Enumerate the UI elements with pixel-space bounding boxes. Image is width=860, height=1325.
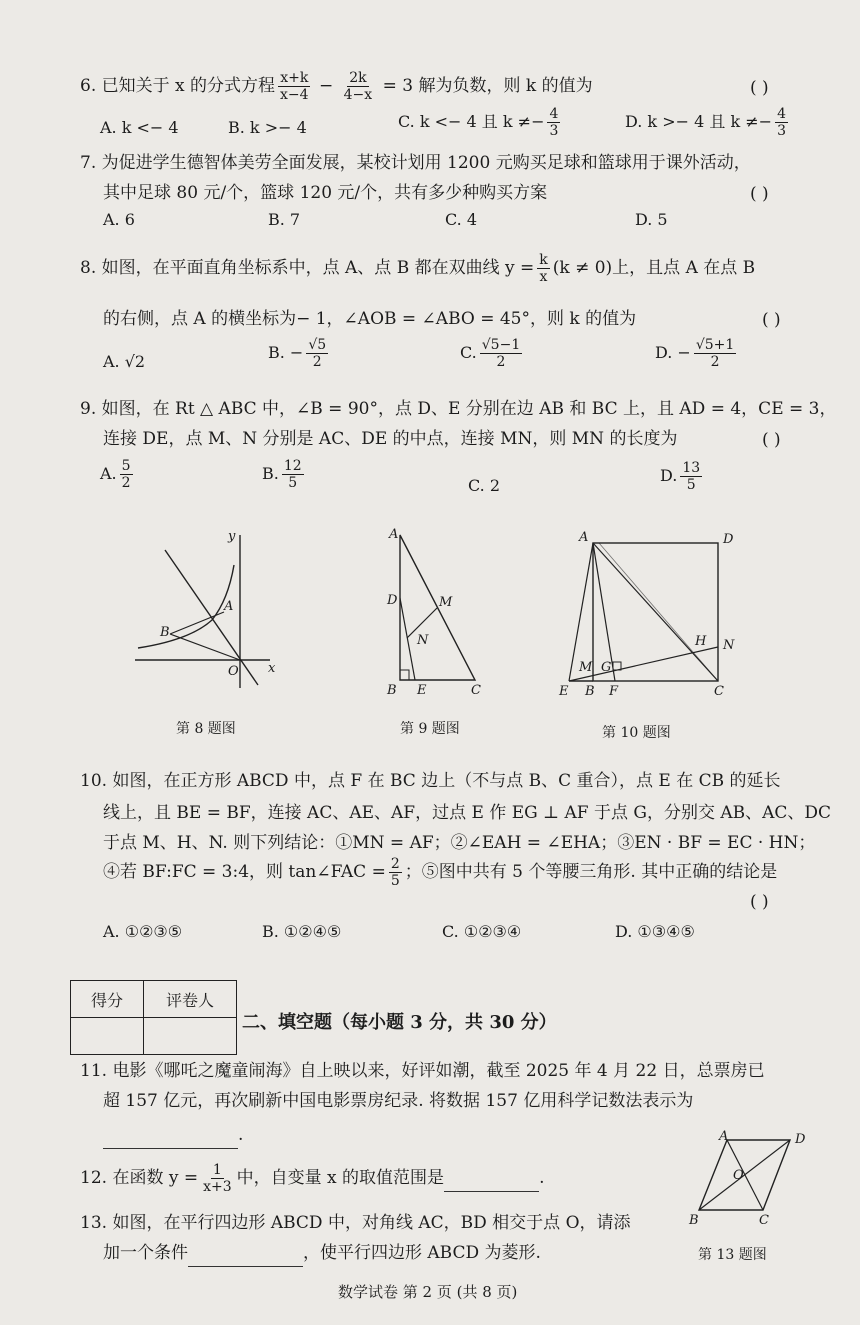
fig8-label-y: y bbox=[228, 529, 236, 544]
q6-suffix: = 3 解为负数，则 k 的值为 bbox=[382, 76, 593, 96]
fig10-label-d: D bbox=[723, 532, 734, 547]
fig9-label-m: M bbox=[439, 595, 453, 610]
q9-option-d: D. $\frac{13}{5}$ bbox=[660, 460, 701, 493]
grader-header: 评卷人 bbox=[144, 981, 237, 1018]
q11-answer-blank[interactable] bbox=[103, 1122, 238, 1149]
fig9-segment-de bbox=[400, 598, 415, 680]
q9-answer-paren: ( ) bbox=[762, 430, 781, 450]
fig13-label-d: D bbox=[795, 1132, 806, 1147]
fig10-label-h: H bbox=[695, 634, 707, 649]
q7-line1: 7. 为促进学生德智体美劳全面发展，某校计划用 1200 元购买足球和篮球用于课外活动， bbox=[80, 153, 751, 173]
q12-stem: 12. 在函数 y = $\frac{1}{x+3}$ 中，自变量 x 的取值范围是 . bbox=[80, 1162, 545, 1195]
q13-line1: 13. 如图，在平行四边形 ABCD 中，对角线 AC，BD 相交于点 O，请添 bbox=[80, 1213, 631, 1233]
figure-8-caption: 第 8 题图 bbox=[176, 721, 236, 737]
fig8-label-b: B bbox=[160, 625, 170, 640]
q10-option-c: C. ①②③④ bbox=[442, 922, 522, 941]
q11-line1: 11. 电影《哪吒之魔童闹海》自上映以来，好评如潮，截至 2025 年 4 月 22 日，总票房已 bbox=[80, 1061, 765, 1081]
fig10-label-a: A bbox=[579, 530, 589, 545]
q6-stem: 6. 已知关于 x 的分式方程 $\frac{x+k}{x-4}$ − $\frac{2k}{4-x}$ = 3 解为负数，则 k 的值为 bbox=[80, 70, 593, 103]
figure-8-diagram bbox=[130, 520, 290, 695]
q9-option-b: B. $\frac{12}{5}$ bbox=[262, 458, 302, 491]
fig9-label-n: N bbox=[417, 633, 429, 648]
q13-line2: 加一个条件 ，使平行四边形 ABCD 为菱形. bbox=[103, 1240, 541, 1267]
score-header: 得分 bbox=[71, 981, 144, 1018]
fig10-label-n: N bbox=[723, 638, 735, 653]
q7-answer-paren: ( ) bbox=[750, 184, 769, 204]
q6-answer-paren: ( ) bbox=[750, 78, 769, 98]
q6-prefix: 6. 已知关于 x 的分式方程 bbox=[80, 76, 276, 96]
score-cell[interactable] bbox=[71, 1018, 144, 1055]
q6-option-c: C. k <− 4 且 k ≠− $\frac{4}{3}$ bbox=[398, 106, 559, 139]
q8-option-b: B. − $\frac{√5}{2}$ bbox=[268, 337, 327, 370]
grader-cell[interactable] bbox=[144, 1018, 237, 1055]
q11-answer-line: . bbox=[103, 1122, 243, 1149]
fig13-label-c: C bbox=[759, 1213, 769, 1228]
fig10-label-b: B bbox=[585, 684, 595, 699]
q9-option-c: C. 2 bbox=[468, 476, 501, 495]
q10-option-a: A. ①②③⑤ bbox=[103, 922, 183, 941]
fig8-label-x: x bbox=[268, 661, 276, 676]
q8-line1: 8. 如图，在平面直角坐标系中，点 A、点 B 都在双曲线 y = $\frac{k}{x}$ (k ≠ 0)上，且点 A 在点 B bbox=[80, 252, 756, 285]
fig13-label-b: B bbox=[689, 1213, 699, 1228]
q7-option-b: B. 7 bbox=[268, 210, 301, 229]
fig10-label-m: M bbox=[579, 660, 593, 675]
q8-line2: 的右侧，点 A 的横坐标为− 1，∠AOB = ∠ABO = 45°，则 k 的值为 bbox=[103, 309, 637, 329]
q8-option-a: A. √2 bbox=[103, 352, 146, 371]
q10-answer-paren: ( ) bbox=[750, 892, 769, 912]
fig8-label-o: O bbox=[228, 664, 239, 679]
q8-option-c: C. $\frac{√5-1}{2}$ bbox=[460, 337, 521, 370]
q11-line2: 超 157 亿元，再次刷新中国电影票房纪录. 将数据 157 亿用科学记数法表示为 bbox=[103, 1091, 694, 1111]
fig9-label-d: D bbox=[387, 593, 398, 608]
page-footer: 数学试卷 第 2 页 (共 8 页) bbox=[338, 1283, 518, 1301]
fig8-segment-bo bbox=[170, 634, 240, 660]
q10-option-b: B. ①②④⑤ bbox=[262, 922, 342, 941]
fig9-label-a: A bbox=[389, 527, 399, 542]
figure-10-diagram bbox=[555, 525, 745, 700]
section-2-title: 二、填空题（每小题 3 分，共 30 分） bbox=[242, 1012, 557, 1033]
fig13-label-o: O bbox=[733, 1168, 744, 1183]
q6-option-b: B. k >− 4 bbox=[228, 118, 307, 137]
q9-line1: 9. 如图，在 Rt △ ABC 中，∠B = 90°，点 D、E 分别在边 AB 和 BC 上，且 AD = 4，CE = 3， bbox=[80, 399, 837, 419]
q10-line2: 线上，且 BE = BF，连接 AC、AE、AF，过点 E 作 EG ⊥ AF 于点 G，分别交 AB、AC、DC bbox=[103, 803, 832, 823]
q7-line2: 其中足球 80 元/个，篮球 120 元/个，共有多少种购买方案 bbox=[103, 183, 548, 203]
fig10-label-f: F bbox=[609, 684, 619, 699]
fig9-label-b: B bbox=[387, 683, 397, 698]
fig8-hyperbola bbox=[138, 565, 234, 648]
score-table bbox=[70, 980, 237, 1055]
q10-line4: ④若 BF:FC = 3:4，则 tan∠FAC = $\frac{2}{5}$ ；⑤图中共有 5 个等腰三角形. 其中正确的结论是 bbox=[103, 856, 778, 889]
q6-frac2: $\frac{2k}{4-x}$ bbox=[343, 70, 373, 103]
q7-option-a: A. 6 bbox=[103, 210, 135, 229]
figure-9-diagram bbox=[375, 520, 495, 700]
fig10-label-e: E bbox=[559, 684, 569, 699]
q9-option-a: A. $\frac{5}{2}$ bbox=[100, 458, 131, 491]
fig10-label-c: C bbox=[714, 684, 724, 699]
q8-answer-paren: ( ) bbox=[762, 310, 781, 330]
q7-option-d: D. 5 bbox=[635, 210, 668, 229]
q9-line2: 连接 DE，点 M、N 分别是 AC、DE 的中点，连接 MN，则 MN 的长度为 bbox=[103, 429, 678, 449]
q6-option-d: D. k >− 4 且 k ≠− $\frac{4}{3}$ bbox=[625, 106, 786, 139]
q6-frac1: $\frac{x+k}{x-4}$ bbox=[280, 70, 309, 103]
fig8-label-a: A bbox=[224, 599, 234, 614]
fig9-label-c: C bbox=[471, 683, 481, 698]
figure-9-caption: 第 9 题图 bbox=[400, 721, 460, 737]
q7-option-c: C. 4 bbox=[445, 210, 478, 229]
q10-line1: 10. 如图，在正方形 ABCD 中，点 F 在 BC 边上（不与点 B、C 重合），点 E 在 CB 的延长 bbox=[80, 771, 781, 791]
figure-13-diagram bbox=[685, 1128, 815, 1228]
q10-option-d: D. ①③④⑤ bbox=[615, 922, 695, 941]
q13-answer-blank[interactable] bbox=[188, 1240, 303, 1267]
fig13-label-a: A bbox=[719, 1129, 729, 1144]
q10-line3: 于点 M、H、N. 则下列结论：①MN = AF；②∠EAH = ∠EHA；③EN · BF = EC · HN； bbox=[103, 833, 816, 853]
q6-option-a: A. k <− 4 bbox=[100, 118, 179, 137]
fig9-right-angle bbox=[400, 670, 409, 680]
figure-13-caption: 第 13 题图 bbox=[698, 1247, 767, 1263]
fig9-label-e: E bbox=[417, 683, 427, 698]
figure-10-caption: 第 10 题图 bbox=[602, 725, 671, 741]
q12-answer-blank[interactable] bbox=[444, 1165, 539, 1192]
fig10-label-g: G bbox=[601, 660, 612, 675]
q8-option-d: D. − $\frac{√5+1}{2}$ bbox=[655, 337, 735, 370]
